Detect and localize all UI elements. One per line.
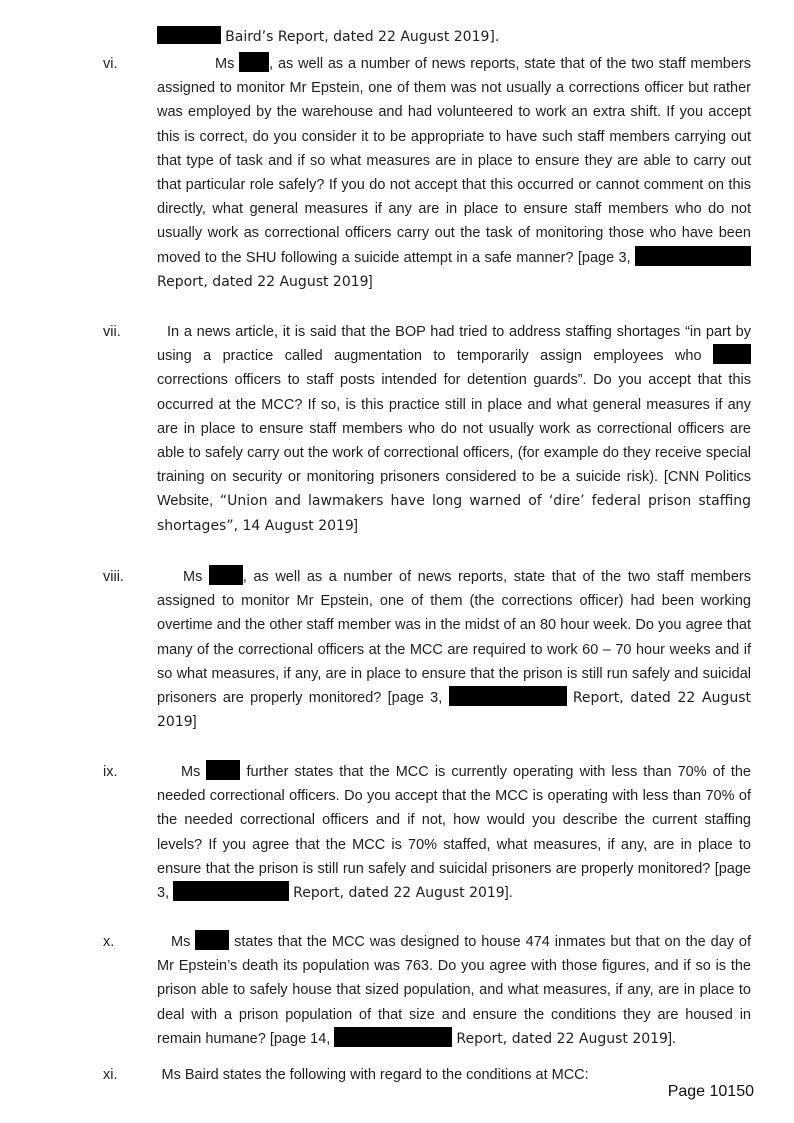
redaction-box	[206, 760, 240, 780]
bottom-cutoff-text: Ms Baird states the following with regard to the conditions at MCC:	[161, 1067, 589, 1083]
redaction-box	[209, 565, 243, 585]
page-number: Page 10150	[667, 1083, 754, 1100]
redaction-box	[239, 52, 269, 72]
source-citation: Report, dated 22 August 2019	[157, 690, 752, 731]
item-text: Ms , as well as a number of news reports, state that of the two staff members assigned to monitor Mr Epstein, one of them was not usually a corrections officer but rather was employed by the warehouse and had volunteered to work an extra shift. If you accept this is correct, do you consider it to be appropriate to have such staff members carrying out that type of task and if so what measures are in place to ensure they are able to carry out that particular role safely? If you do not accept that this occurred or cannot comment on this directly, what general measures if any are in place to ensure staff members who do not usually work as correctional officers carry out the task of monitoring those who have been moved to the SHU following a suicide attempt in a safe manner? [page 3, Report, dated 22 August 2019]	[157, 52, 751, 294]
bottom-cutoff-line	[103, 1067, 663, 1087]
item-number: x.	[103, 934, 115, 950]
item-number: ix.	[103, 764, 118, 780]
source-citation: “Union and lawmakers have long warned of ‘dire’ federal prison staffing shortages”, 14 August 2019	[157, 493, 751, 534]
item-text: Ms further states that the MCC is currently operating with less than 70% of the needed correctional officers. Do you accept that the MCC is operating with less than 70% of the needed correctional officers and if not, how would you describe the current staffing levels? If you agree that the MCC is 70% staffed, what measures, if any, are in place to ensure that the prison is still run safely and suicidal prisoners are properly monitored? [page 3, Report, dated 22 August 2019].	[157, 760, 751, 905]
top-cutoff-line	[157, 24, 757, 46]
redaction-box	[635, 246, 751, 266]
source-citation: Report, dated 22 August 2019	[157, 273, 369, 290]
item-number: vii.	[103, 324, 121, 340]
redaction-box	[713, 344, 751, 364]
item-number: xi.	[103, 1067, 118, 1083]
redaction-box	[173, 881, 289, 901]
redaction-box	[334, 1027, 452, 1047]
redaction-box	[449, 686, 567, 706]
top-cutoff-text: Baird’s Report, dated 22 August 2019].	[225, 29, 500, 45]
item-text: Ms , as well as a number of news reports, state that of the two staff members assigned to monitor Mr Epstein, one of them (the corrections officer) had been working overtime and the other staff member was in the midst of an 80 hour week. Do you agree that many of the correctional officers at the MCC are required to work 60 – 70 hour weeks and if so what measures, if any, are in place to ensure that the prison is still run safely and suicidal prisoners are properly monitored? [page 3, Report, dated 22 August 2019]	[157, 565, 751, 734]
item-number: viii.	[103, 569, 124, 585]
item-number: vi.	[103, 56, 118, 72]
redaction-box	[195, 930, 229, 950]
source-citation: Report, dated 22 August 2019	[456, 1030, 668, 1047]
item-text: Ms states that the MCC was designed to house 474 inmates but that on the day of Mr Epstein’s death its population was 763. Do you agree with those figures, and if so is the prison able to safely house that sized population, and what measures, if any, are in place to deal with a prison population of that size and ensure the conditions they are housed in remain humane? [page 14, Report, dated 22 August 2019].	[157, 930, 751, 1051]
item-text: In a news article, it is said that the BOP had tried to address staffing shortages “in part by using a practice called augmentation to temporarily assign employees who corrections officers to staff posts intended for detention guards”. Do you accept that this occurred at the MCC? If so, is this practice still in place and what general measures if any are in place to ensure staff members who do not usually work as correctional officers are able to safely carry out the work of correctional officers, (for example do they receive special training on security or monitoring prisoners considered to be a suicide risk). [CNN Politics Website, “Union and lawmakers have long warned of ‘dire’ federal prison staffing shortages”, 14 August 2019]	[157, 324, 751, 534]
source-citation: Report, dated 22 August 2019	[293, 885, 505, 902]
redaction-box	[157, 26, 221, 44]
